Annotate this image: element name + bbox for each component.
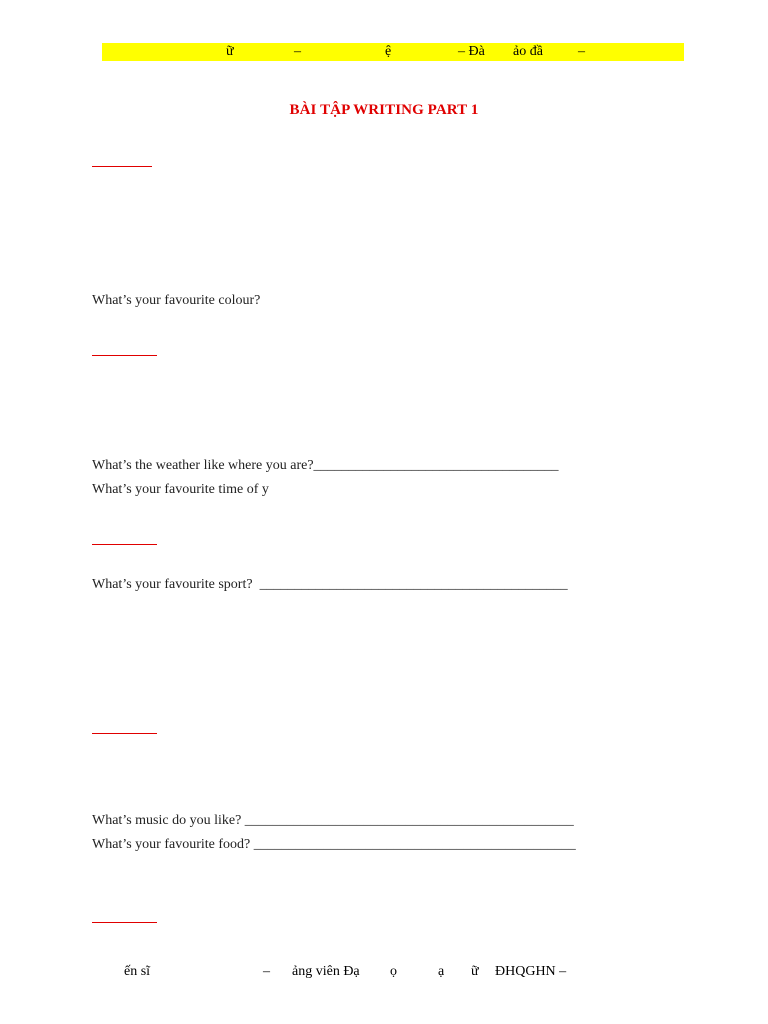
footer-fragment: ến sĩ	[124, 964, 151, 979]
section-divider	[92, 544, 157, 545]
section-divider	[92, 922, 157, 923]
question-time-of-year: What’s your favourite time of y	[92, 482, 269, 497]
header-fragment: ữ	[226, 44, 234, 59]
footer-fragment: ọ	[390, 964, 397, 979]
question-music: What’s music do you like? _______________________________________________	[92, 813, 574, 828]
footer-fragment: ạ	[438, 964, 445, 979]
header-fragment: ảo đầ	[513, 44, 543, 59]
header-fragment: ệ	[385, 44, 392, 59]
question-weather: What’s the weather like where you are?___________________________________	[92, 458, 559, 473]
question-favourite-sport: What’s your favourite sport? ____________________________________________	[92, 577, 568, 592]
footer-fragment: ĐHQGHN –	[495, 964, 567, 979]
footer-fragment: ữ	[471, 964, 479, 979]
header-fragment: – Đà	[458, 44, 485, 59]
header-fragment: –	[294, 44, 301, 59]
question-favourite-colour: What’s your favourite colour?	[92, 293, 261, 308]
header-highlight-band	[102, 43, 684, 61]
footer-fragment: ảng viên Đạ	[292, 964, 360, 979]
worksheet-title: BÀI TẬP WRITING PART 1	[289, 102, 479, 118]
footer-fragment: –	[263, 964, 270, 979]
section-divider	[92, 166, 152, 167]
section-divider	[92, 355, 157, 356]
question-favourite-food: What’s your favourite food? ______________________________________________	[92, 837, 576, 852]
header-fragment: –	[578, 44, 585, 59]
section-divider	[92, 733, 157, 734]
